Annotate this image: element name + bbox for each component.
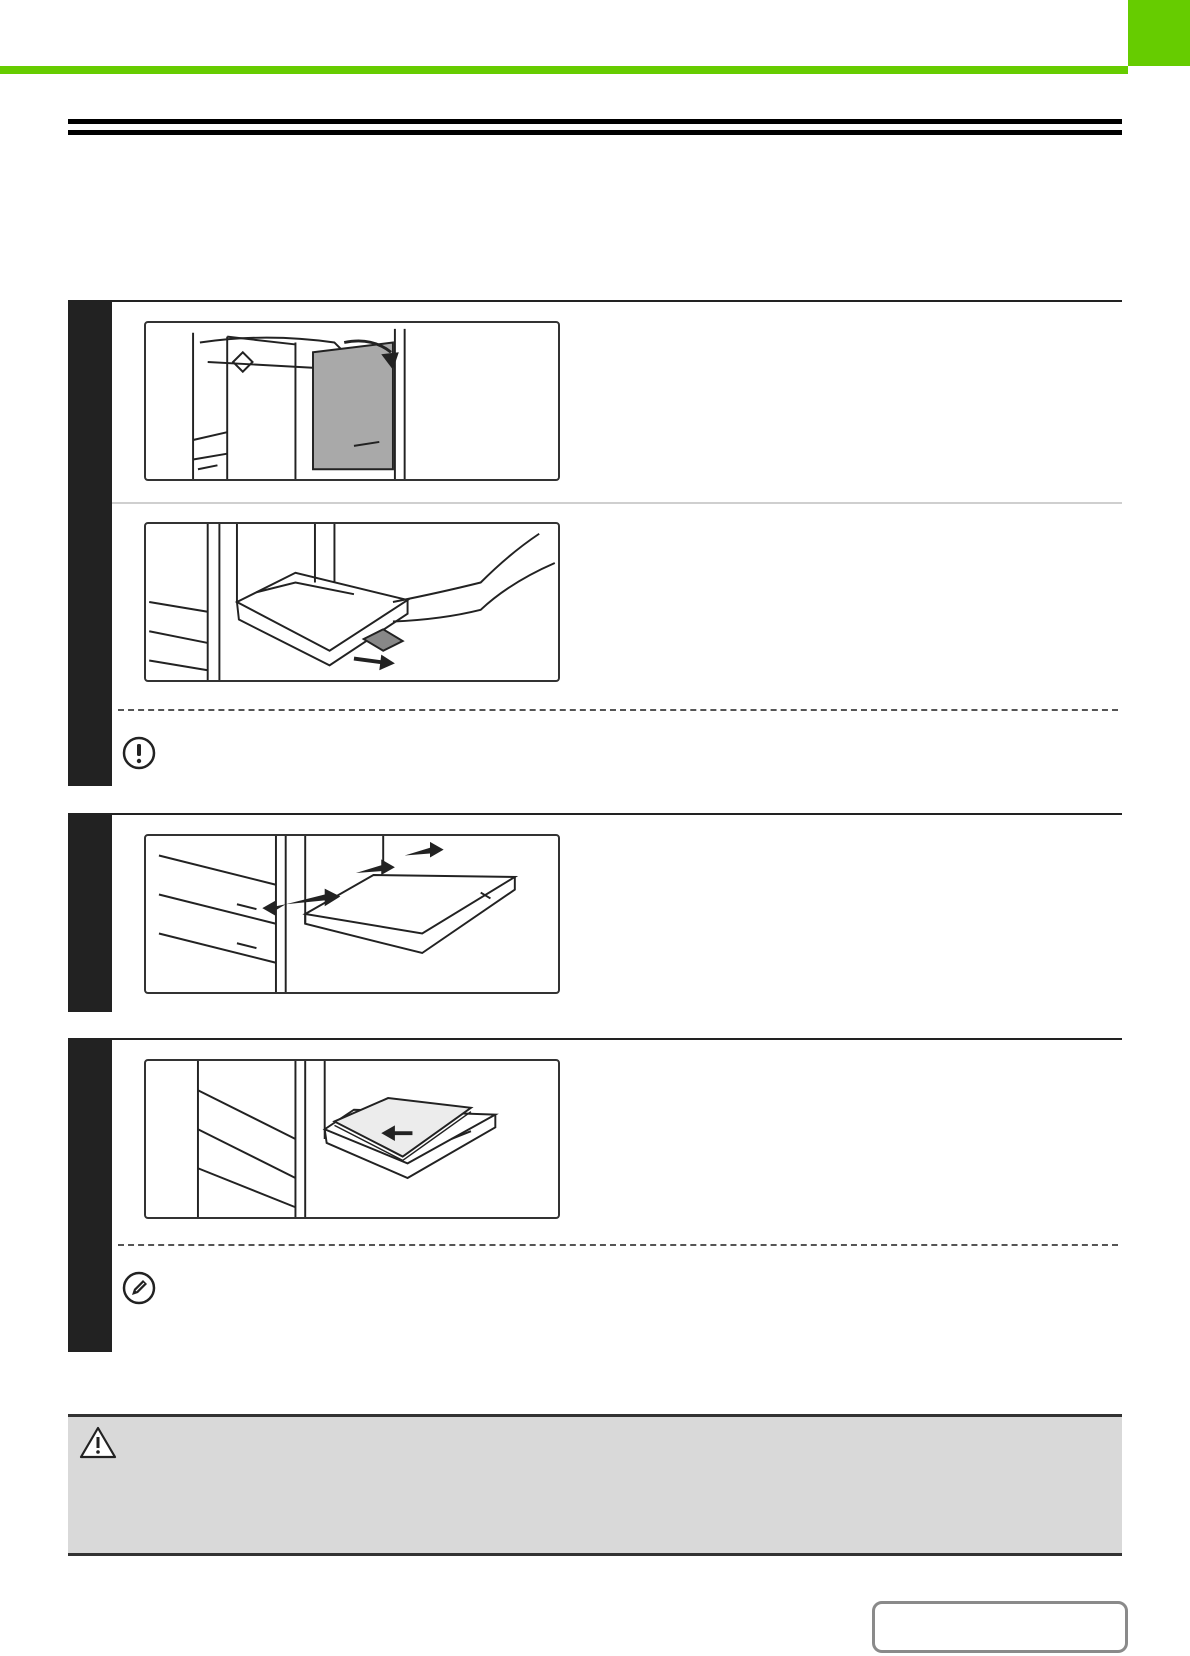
substep-separator <box>112 502 1122 504</box>
note-pencil-icon <box>122 1271 156 1305</box>
warning-triangle-icon <box>78 1425 118 1461</box>
illustration-insert-paper-stack <box>144 1059 560 1219</box>
machine-illustration <box>146 836 558 992</box>
caution-box <box>68 1414 1122 1556</box>
important-icon <box>122 736 156 770</box>
step-divider <box>68 813 1122 815</box>
contents-button[interactable] <box>872 1601 1128 1653</box>
note-separator <box>118 1244 1118 1246</box>
illustration-adjust-paper-guides <box>144 834 560 994</box>
header-accent-tab <box>1128 0 1190 66</box>
note-separator <box>118 709 1118 711</box>
machine-illustration <box>146 1061 558 1217</box>
step-1 <box>68 300 1122 786</box>
illustration-pull-out-extension-tray <box>144 522 560 682</box>
step-divider <box>68 300 1122 302</box>
title-rule-top <box>68 119 1122 124</box>
machine-illustration <box>146 524 558 680</box>
machine-illustration <box>146 323 558 479</box>
step-number-bar <box>68 300 112 786</box>
step-divider <box>68 1038 1122 1040</box>
step-number-bar <box>68 1038 112 1352</box>
header-accent-bar <box>0 66 1128 74</box>
step-2 <box>68 813 1122 1012</box>
step-number-bar <box>68 813 112 1012</box>
step-3 <box>68 1038 1122 1352</box>
title-rule-bottom <box>68 130 1122 135</box>
illustration-open-bypass-tray <box>144 321 560 481</box>
